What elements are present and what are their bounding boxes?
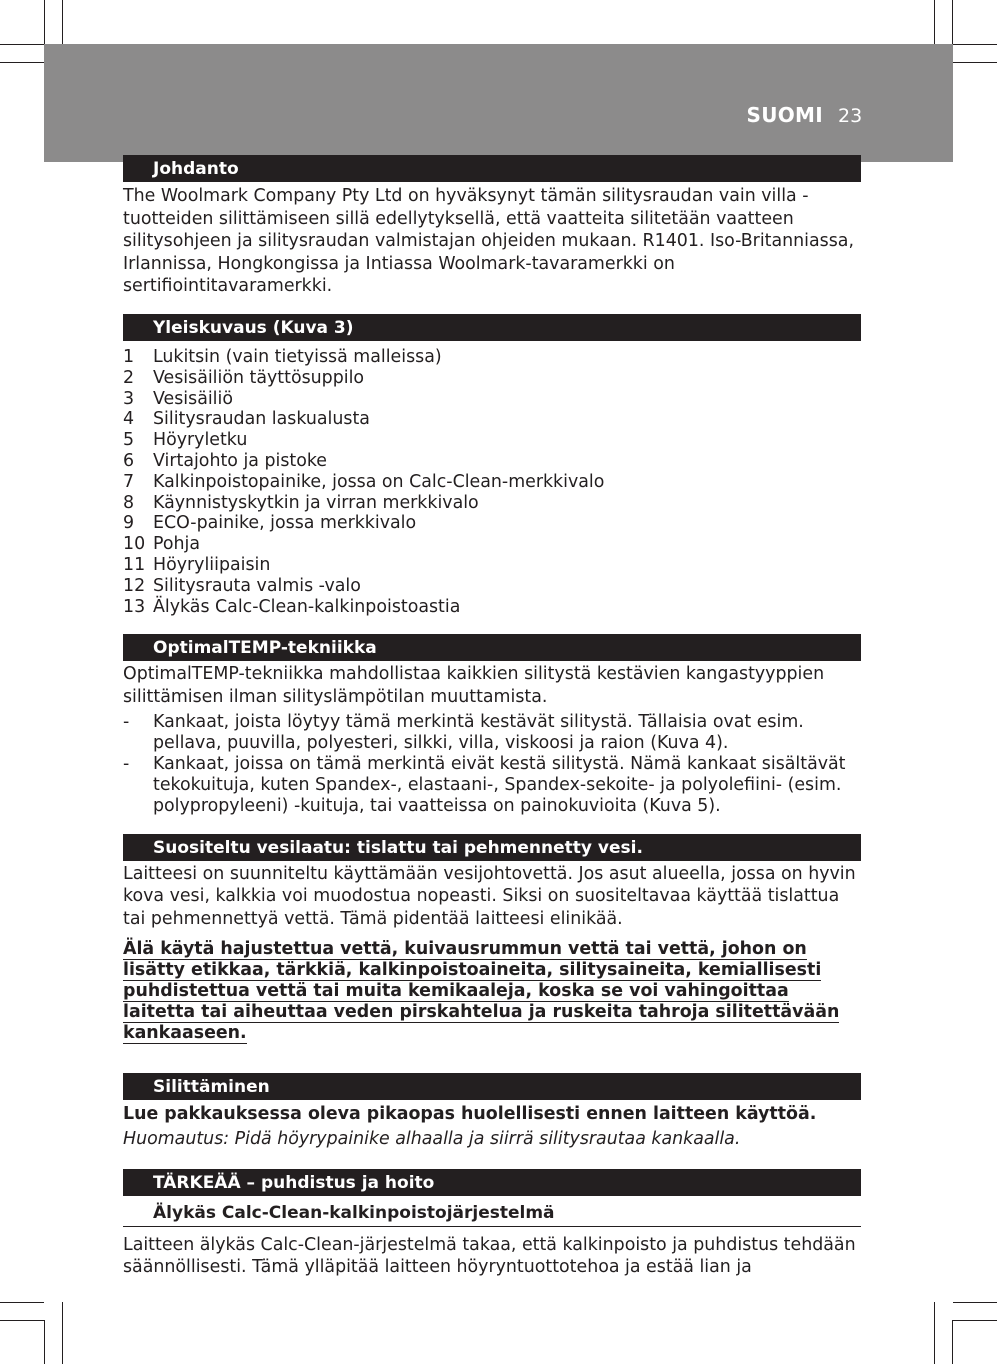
section-heading-johdanto: Johdanto [123, 155, 861, 182]
section-heading-vesilaatu: Suositeltu vesilaatu: tislattu tai pehmennetty vesi. [123, 834, 861, 861]
optimaltemp-intro: OptimalTEMP-tekniikka mahdollistaa kaikkien silitystä kestävien kangastyyppien silittämisen ilman silityslämpötilan muuttamista. [123, 664, 825, 708]
bullet-item [123, 712, 861, 754]
list-item-text: Silitysraudan laskualusta [153, 409, 370, 430]
crop-mark [0, 44, 44, 45]
list-item [123, 389, 861, 410]
bullet-dash: - [123, 754, 130, 775]
section-heading-optimaltemp: OptimalTEMP-tekniikka [123, 634, 861, 661]
silittaminen-bold-text: Lue pakkauksessa oleva pikaopas huolellisesti ennen laitteen käyttöä. [123, 1104, 817, 1125]
page-content [123, 155, 861, 1278]
list-item [123, 347, 861, 368]
list-item-text: Älykäs Calc-Clean-kalkinpoistoastia [153, 596, 461, 617]
list-item [123, 513, 861, 534]
johdanto-text: The Woolmark Company Pty Ltd on hyväksynyt tämän silitysraudan vain villa -tuotteiden silittämiseen sillä edellytyksellä, että vaatteita silitetään vaatteen silitysohjeen ja silitysraudan valmistajan ohjeiden mukaan. R1401. Iso-Britanniassa, Irlannissa, Hongkongissa ja Intiassa Woolmark-tavaramerkki on sertifiointitavaramerkki. [123, 186, 854, 297]
list-item-number: 4 [123, 409, 135, 430]
crop-mark [44, 1320, 45, 1364]
crop-mark [953, 62, 997, 63]
header-language: SUOMI [746, 103, 823, 127]
list-item-number: 11 [123, 554, 146, 575]
crop-mark [953, 1302, 997, 1303]
crop-mark [0, 1302, 44, 1303]
list-item-text: Pohja [153, 534, 201, 555]
list-item-number: 13 [123, 596, 146, 617]
list-item [123, 409, 861, 430]
parts-list [123, 347, 861, 617]
bullet-item [123, 754, 861, 817]
list-item [123, 597, 861, 618]
list-item-number: 9 [123, 513, 135, 534]
list-item-text: ECO-painike, jossa merkkivalo [153, 513, 417, 534]
list-item-number: 6 [123, 450, 135, 471]
crop-mark [953, 1320, 997, 1321]
list-item-text: Höyryliipaisin [153, 554, 271, 575]
optimaltemp-bullets [123, 712, 861, 817]
list-item-number: 1 [123, 346, 135, 367]
list-item [123, 534, 861, 555]
list-item [123, 430, 861, 451]
crop-mark [952, 0, 953, 44]
page-number: 23 [838, 105, 863, 127]
list-item-text: Höyryletku [153, 430, 248, 451]
list-item-text: Kalkinpoistopainike, jossa on Calc-Clean-merkkivalo [153, 471, 605, 492]
list-item-text: Vesisäiliön täyttösuppilo [153, 367, 365, 388]
tarkeaa-text: Laitteen älykäs Calc-Clean-järjestelmä takaa, että kalkinpoisto ja puhdistus tehdään säännöllisesti. Tämä ylläpitää laitteen höyryntuottotehoa ja estää lian ja [123, 1235, 856, 1278]
section-heading-silittaminen: Silittäminen [123, 1073, 861, 1100]
vesilaatu-text: Laitteesi on suunniteltu käyttämään vesijohtovettä. Jos asut alueella, jossa on hyvin kova vesi, kalkkia voi muodostua nopeasti. Siksi on suositeltavaa käyttää tislattua tai pehmennettyä vettä. Tämä pidentää laitteesi elinikää. [123, 863, 856, 929]
list-item-number: 7 [123, 471, 135, 492]
bullet-dash: - [123, 712, 130, 733]
list-item-text: Silitysrauta valmis -valo [153, 575, 361, 596]
list-item-text: Lukitsin (vain tietyissä malleissa) [153, 346, 442, 367]
list-item [123, 472, 861, 493]
crop-mark [0, 62, 44, 63]
list-item-number: 5 [123, 430, 135, 451]
subheading-calc-clean: Älykäs Calc-Clean-kalkinpoistojärjestelmä [123, 1200, 861, 1227]
section-heading-yleiskuvaus: Yleiskuvaus (Kuva 3) [123, 314, 861, 341]
list-item-number: 12 [123, 575, 146, 596]
crop-mark [952, 1320, 953, 1364]
section-heading-tarkeaa: TÄRKEÄÄ – puhdistus ja hoito [123, 1169, 861, 1196]
list-item [123, 555, 861, 576]
list-item [123, 368, 861, 389]
crop-mark [44, 0, 45, 44]
list-item-text: Vesisäiliö [153, 388, 233, 409]
list-item-text: Virtajohto ja pistoke [153, 450, 328, 471]
vesilaatu-warning-text: Älä käytä hajustettua vettä, kuivausrummun vettä tai vettä, johon on lisätty etikkaa, tärkkiä, kalkinpoistoaineita, silitysaineita, kemiallisesti puhdistettua vettä tai muita kemikaaleja, koska se voi vahingoittaa laitetta tai aiheuttaa veden pirskahtelua ja ruskeita tahroja silitettävään kankaaseen. [123, 939, 840, 1044]
bullet-text: Kankaat, joista löytyy tämä merkintä kestävät silitystä. Tällaisia ovat esim. pellava, puuvilla, polyesteri, silkki, villa, viskoosi ja raion (Kuva 4). [153, 712, 804, 754]
silittaminen-note: Huomautus: Pidä höyrypainike alhaalla ja siirrä silitysrautaa kankaalla. [123, 1129, 741, 1150]
crop-mark [62, 1302, 63, 1364]
crop-mark [953, 44, 997, 45]
crop-mark [0, 1320, 44, 1321]
list-item-number: 8 [123, 492, 135, 513]
list-item-number: 2 [123, 367, 135, 388]
list-item-text: Käynnistyskytkin ja virran merkkivalo [153, 492, 479, 513]
list-item [123, 493, 861, 514]
crop-mark [934, 1302, 935, 1364]
bullet-text: Kankaat, joissa on tämä merkintä eivät kestä silitystä. Nämä kankaat sisältävät tekokuituja, kuten Spandex-, elastaani-, Spandex-sekoite- ja polyolefiini- (esim. polypropyleeni) -kuituja, tai vaatteissa on painokuvioita (Kuva 5). [153, 754, 846, 816]
list-item-number: 10 [123, 534, 146, 555]
list-item [123, 576, 861, 597]
vesilaatu-warning [123, 939, 861, 1044]
list-item-number: 3 [123, 388, 135, 409]
list-item [123, 451, 861, 472]
